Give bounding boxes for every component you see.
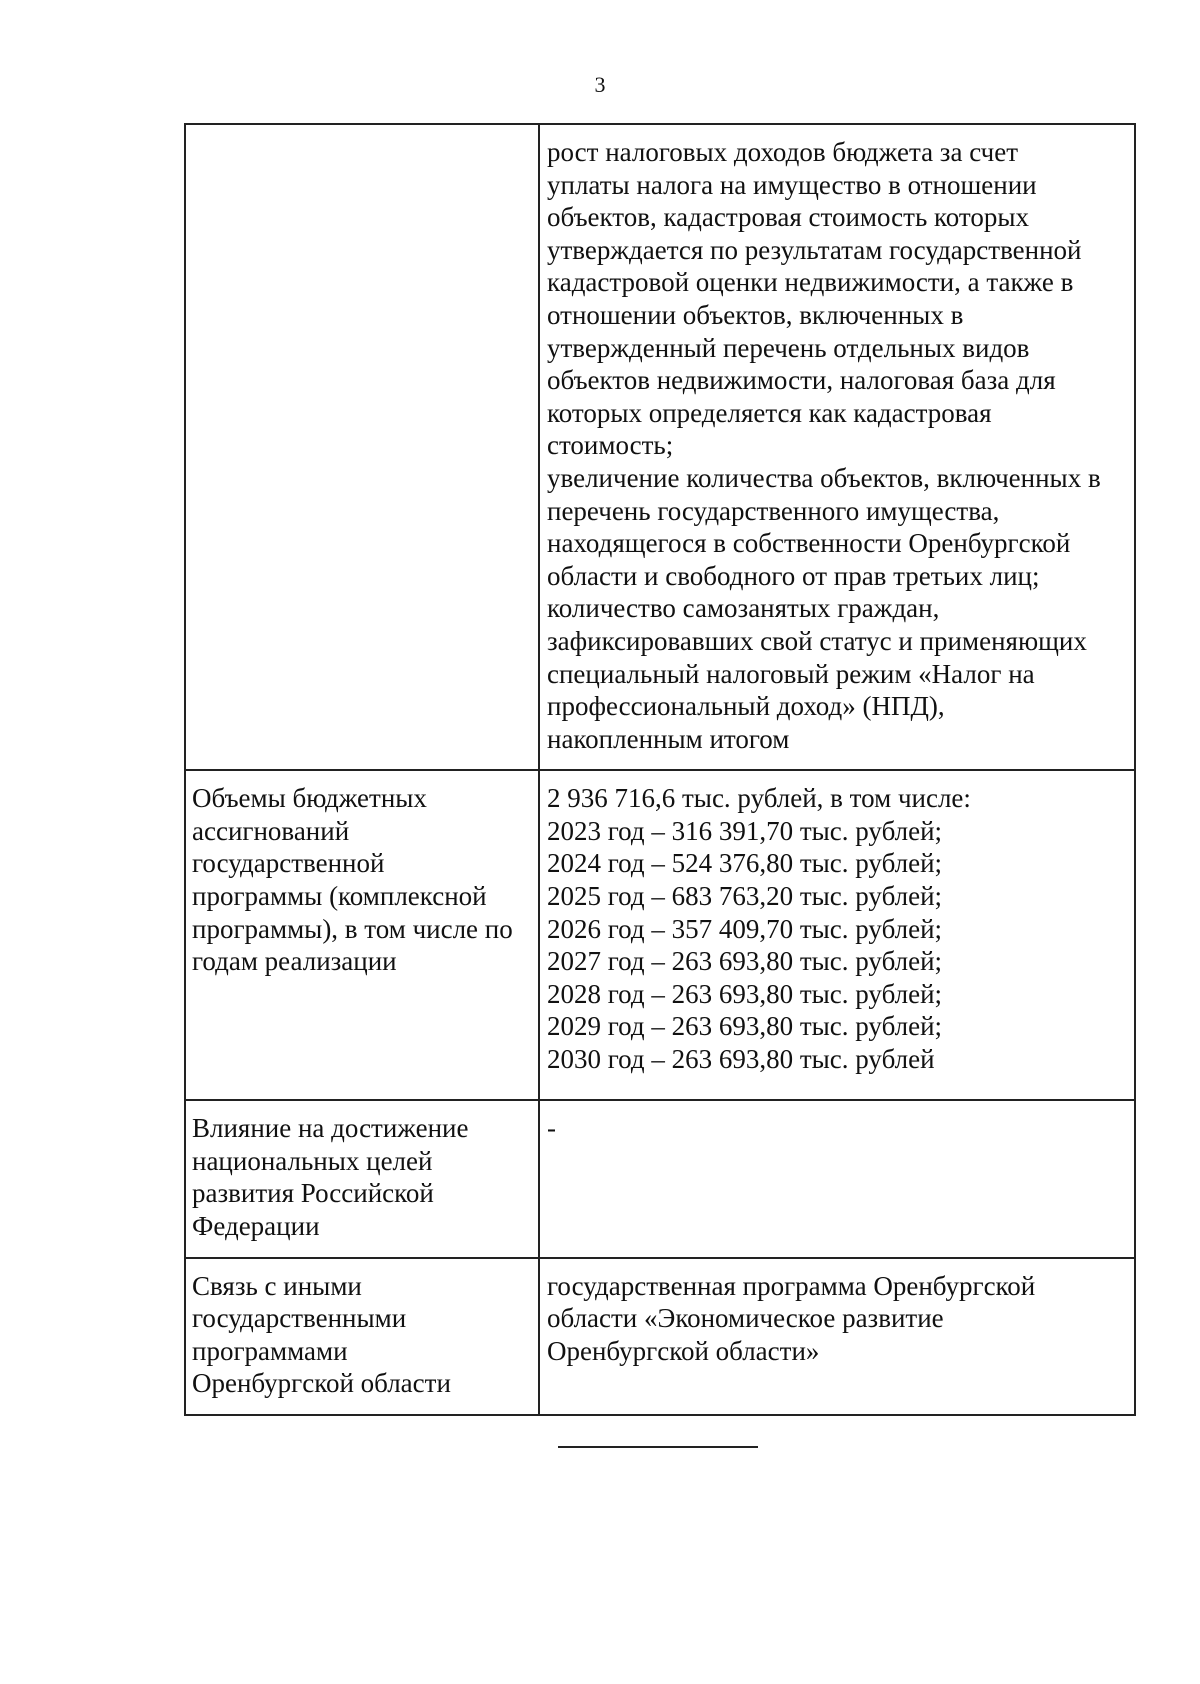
cell-text-line: - <box>547 1113 556 1144</box>
cell-text-line: утверждается по результатам государственной <box>547 234 1082 265</box>
cell-text-line: 2029 год – 263 693,80 тыс. рублей; <box>547 1011 943 1042</box>
cell-text-line: 2030 год – 263 693,80 тыс. рублей <box>547 1044 935 1075</box>
cell-text-line: 2025 год – 683 763,20 тыс. рублей; <box>547 881 943 912</box>
cell-text-line: специальный налоговый режим «Налог на <box>547 658 1035 689</box>
cell-text-line: объектов, кадастровая стоимость которых <box>547 202 1029 233</box>
cell-text-line: развития Российской <box>192 1178 434 1209</box>
cell-text-line: рост налоговых доходов бюджета за счет <box>547 137 1019 167</box>
cell-text-line: государственной <box>192 848 385 879</box>
cell-text-line: Оренбургской области» <box>547 1335 820 1366</box>
cell-text-line: 2028 год – 263 693,80 тыс. рублей; <box>547 978 943 1009</box>
national-goals-value <box>539 1100 1135 1257</box>
related-programs-value <box>539 1258 1135 1415</box>
cell-text-line: Оренбургской области <box>192 1368 451 1399</box>
expected-results-cell <box>539 124 1135 770</box>
table-row-national-goals <box>185 1100 1135 1257</box>
cell-text-line: зафиксировавших свой статус и применяющих <box>547 625 1087 656</box>
cell-text-line: объектов недвижимости, налоговая база для <box>547 365 1056 396</box>
national-goals-label <box>185 1100 539 1257</box>
cell-text-line: области и свободного от прав третьих лиц; <box>547 560 1040 591</box>
cell-text-line: которых определяется как кадастровая <box>547 397 992 428</box>
cell-text-line: кадастровой оценки недвижимости, а также в <box>547 267 1074 298</box>
cell-text-line: государственными <box>192 1303 407 1334</box>
cell-text-line: утвержденный перечень отдельных видов <box>547 332 1030 363</box>
cell-text-line: находящегося в собственности Оренбургской <box>547 528 1071 559</box>
cell-text-line: Влияние на достижение <box>192 1113 469 1144</box>
page-number: 3 <box>594 72 606 97</box>
cell-text-line: области «Экономическое развитие <box>547 1303 944 1334</box>
cell-text-line: 2 936 716,6 тыс. рублей, в том числе: <box>547 783 971 814</box>
cell-text-line: программы), в том числе по <box>192 913 513 944</box>
table-row-related-programs <box>185 1258 1135 1415</box>
cell-text-line: 2024 год – 524 376,80 тыс. рублей; <box>547 848 943 879</box>
cell-text-line: профессиональный доход» (НПД), <box>547 691 945 722</box>
cell-text-line: годам реализации <box>192 946 397 977</box>
cell-text-line: количество самозанятых граждан, <box>547 593 940 624</box>
related-programs-label <box>185 1258 539 1415</box>
cell-text-line: 2023 год – 316 391,70 тыс. рублей; <box>547 815 943 846</box>
end-of-document-rule <box>558 1446 758 1448</box>
cell-text-line: программы (комплексной <box>192 881 487 912</box>
cell-text-line: ассигнований <box>192 815 350 846</box>
cell-text-line: национальных целей <box>192 1145 433 1176</box>
cell-text-line: стоимость; <box>547 430 674 461</box>
table-row-expected-results-continued <box>185 124 1135 770</box>
row-label-cell <box>185 124 539 770</box>
cell-text-line: Федерации <box>192 1211 320 1242</box>
table-row-budget-volumes <box>185 770 1135 1100</box>
budget-volumes-label <box>185 770 539 1100</box>
cell-text-line: увеличение количества объектов, включенных в <box>547 462 1101 493</box>
cell-text-line: Связь с иными <box>192 1270 362 1301</box>
program-passport-table <box>184 123 1136 1416</box>
cell-text-line: Объемы бюджетных <box>192 783 427 814</box>
cell-text-line: отношении объектов, включенных в <box>547 299 964 330</box>
cell-text-line: перечень государственного имущества, <box>547 495 1000 526</box>
cell-text-line: программами <box>192 1335 348 1366</box>
cell-text-line: государственная программа Оренбургской <box>547 1270 1036 1301</box>
cell-text-line: 2027 год – 263 693,80 тыс. рублей; <box>547 946 943 977</box>
cell-text-line: уплаты налога на имущество в отношении <box>547 169 1037 200</box>
budget-volumes-value <box>539 770 1135 1100</box>
cell-text-line: накопленным итогом <box>547 723 790 754</box>
cell-text-line: 2026 год – 357 409,70 тыс. рублей; <box>547 913 943 944</box>
